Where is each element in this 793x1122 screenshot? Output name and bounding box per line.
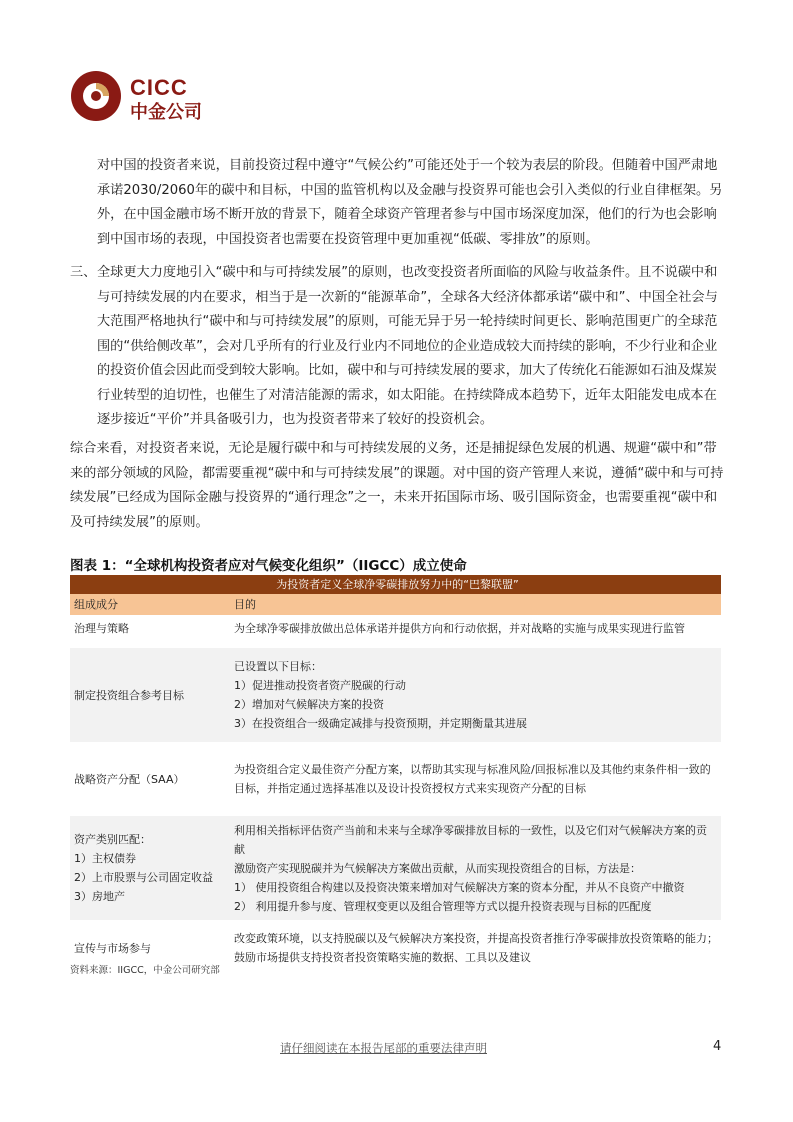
table-row	[70, 615, 721, 642]
logo-text-en: CICC	[130, 75, 188, 100]
cell-line: 目标，并指定通过选择基准以及设计投资授权方式来实现资产分配的目标	[234, 782, 586, 795]
cell-line: 为全球净零碳排放做出总体承诺并提供方向和行动依据，并对战略的实施与成果实现进行监管	[234, 622, 685, 635]
paragraph-2-number: 三、	[70, 265, 97, 280]
cell-line: 1）主权债券	[74, 852, 136, 865]
cell-line: 为投资组合定义最佳资产分配方案，以帮助其实现与标准风险/回报标准以及其他约束条件相一致的	[234, 763, 711, 776]
cell-purpose	[230, 816, 721, 920]
legal-notice-link[interactable]: 请仔细阅读在本报告尾部的重要法律声明	[280, 1041, 487, 1055]
source-note: 资料来源：IIGCC，中金公司研究部	[70, 965, 220, 976]
paragraph-2: 全球更大力度地引入“碳中和与可持续发展”的原则，也改变投资者所面临的风险与收益条件。且不说碳中和与可持续发展的内在要求，相当于是一次新的“能源革命”，全球各大经济体都承诺“碳中和”、中国全社会与大范围严格地执行“碳中和与可持续发展”的原则，可能无异于另一轮持续时间更长、影响范围更广的全球范围的“供给侧改革”，会对几乎所有的行业及行业内不同地位的企业造成较大而持续的影响，不少行业和企业的投资价值会因此而受到较大影响。比如，碳中和与可持续发展的要求，加大了传统化石能源如石油及煤炭行业转型的迫切性，也催生了对清洁能源的需求，如太阳能。在持续降成本趋势下，近年太阳能发电成本在逐步接近“平价”并具备吸引力，也为投资者带来了较好的投资机会。	[97, 265, 718, 427]
cell-line: 资产类别匹配：	[74, 833, 151, 846]
cell-purpose	[230, 648, 721, 742]
cell-line: 鼓励市场提供支持投资者投资策略实施的数据、工具以及建议	[234, 951, 531, 964]
cell-line: 利用相关指标评估资产当前和未来与全球净零碳排放目标的一致性，以及它们对气候解决方案的贡	[234, 823, 707, 837]
cell-component	[70, 748, 230, 810]
header-component: 组成成分	[70, 594, 230, 615]
cell-line: 献	[234, 842, 245, 856]
cell-component	[70, 816, 230, 920]
cell-line: 激励资产实现脱碳并为气候解决方案做出贡献，从而实现投资组合的目标，方法是：	[234, 861, 641, 875]
cell-line: 1） 使用投资组合构建以及投资决策来增加对气候解决方案的资本分配，并从不良资产中撤资	[234, 880, 685, 894]
cell-line: 战略资产分配（SAA）	[74, 772, 185, 786]
cell-line: 2）上市股票与公司固定收益	[74, 871, 213, 884]
table-row	[70, 816, 721, 920]
cell-line: 已设置以下目标：	[234, 660, 322, 673]
table-row	[70, 748, 721, 810]
cell-line: 2）增加对气候解决方案的投资	[234, 698, 384, 711]
cell-line: 2） 利用提升参与度、管理权变更以及组合管理等方式以提升投资表现与目标的匹配度	[234, 899, 652, 913]
cicc-logo-icon	[70, 70, 122, 122]
cell-line: 1）促进推动投资者资产脱碳的行动	[234, 679, 406, 692]
cell-line: 宣传与市场参与	[74, 941, 151, 955]
table-banner-row	[70, 575, 721, 594]
cell-line: 3）房地产	[74, 890, 125, 903]
page-number: 4	[713, 1039, 722, 1054]
cell-component	[70, 615, 230, 642]
cell-line: 制定投资组合参考目标	[74, 688, 184, 702]
paragraph-1: 对中国的投资者来说，目前投资过程中遵守“气候公约”可能还处于一个较为表层的阶段。但随着中国严肃地承诺2030/2060年的碳中和目标，中国的监管机构以及金融与投资界可能也会引入类似的行业自律框架。另外，在中国金融市场不断开放的背景下，随着全球资产管理者参与中国市场深度加深，他们的行为也会影响到中国市场的表现，中国投资者也需要在投资管理中更加重视“低碳、零排放”的原则。	[97, 158, 723, 247]
figure-title: 图表 1：“全球机构投资者应对气候变化组织”（IIGCC）成立使命	[70, 558, 467, 574]
table-row	[70, 648, 721, 742]
header-purpose: 目的	[230, 594, 721, 615]
table-header-row	[70, 594, 721, 615]
cell-line: 3）在投资组合一级确定减排与投资预期，并定期衡量其进展	[234, 717, 527, 730]
table-banner: 为投资者定义全球净零碳排放努力中的“巴黎联盟”	[70, 575, 721, 594]
iigcc-mission-table	[70, 575, 721, 970]
cell-line: 治理与策略	[74, 622, 129, 635]
paragraph-3: 综合来看，对投资者来说，无论是履行碳中和与可持续发展的义务，还是捕捉绿色发展的机遇、规避“碳中和”带来的部分领域的风险，都需要重视“碳中和与可持续发展”的课题。对中国的资产管理人来说，遵循“碳中和与可持续发展”已经成为国际金融与投资界的“通行理念”之一，未来开拓国际市场、吸引国际资金，也需要重视“碳中和及可持续发展”的原则。	[70, 441, 724, 530]
cell-purpose	[230, 926, 721, 970]
cell-component	[70, 648, 230, 742]
cell-purpose	[230, 615, 721, 642]
logo-text-cn: 中金公司	[130, 102, 202, 123]
cicc-logo	[70, 70, 230, 126]
cell-line: 改変政策环境，以支持脱碳以及气候解决方案投资，并提高投资者推行净零碳排放投资策略的能力；	[234, 932, 718, 945]
cell-purpose	[230, 748, 721, 810]
